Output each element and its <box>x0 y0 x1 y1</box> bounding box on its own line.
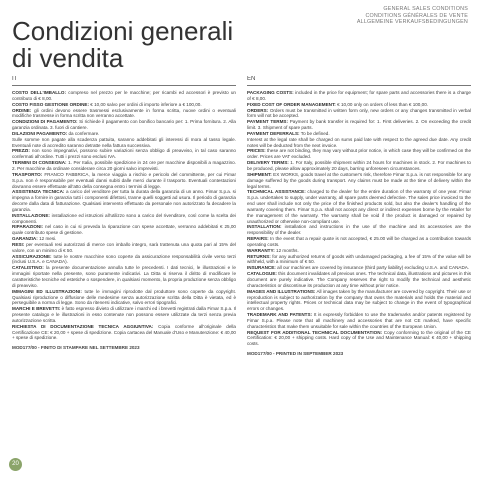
term-label: INSTALLAZIONE: <box>12 212 50 218</box>
terms-paragraph <box>12 213 236 225</box>
english-column <box>247 76 471 461</box>
term-label: DELIVERY TERMS: <box>247 160 289 166</box>
term-text: tutte le nostre macchine sono coperte da assicurazione responsabilità civile verso terzi (inclusi U.S.A. e CANADA). <box>12 253 236 265</box>
term-text: FRANCO FABBRICA, la merce viaggia a rischio e pericolo del committente, per cui Fimar S.p.a. non è responsabile per eventuali danni subiti dalle merci durante il trasporto. Eventuali contestazioni dovranno essere effettuate all'atto della consegna entro i termini di legge. <box>12 171 236 189</box>
subtitle-fr: CONDITIONS GÉNÉRALES DE VENTE <box>365 12 468 19</box>
term-label: PRICES: <box>247 148 266 154</box>
terms-paragraph <box>12 172 236 190</box>
terms-paragraph <box>12 254 236 266</box>
term-text: è fatto espresso divieto di utilizzare i marchi ed i brevetti registrati dalla Fimar S.p.a. Il presente catalogo e le illustrazioni in esso contenute non possono essere utilizzate da terzi senza previa autorizzazione scritta. <box>12 306 236 323</box>
terms-paragraph <box>12 289 236 307</box>
subtitle-en: GENERAL SALES CONDITIONS <box>383 6 468 12</box>
term-label: WARRANTY: <box>247 247 275 253</box>
term-label: DILAZIONI PAGAMENTO: <box>12 130 68 136</box>
term-text: It is expressly forbidden to use the trademarks and/or patents registered by Fimar S.p.a. Please note that all machinery and accessories that are not CE marked, have specific characteristics that make them unsuitable for sale within the countries of the European Union. <box>247 312 471 329</box>
term-label: PAYMENT DEFERRALS: <box>247 130 300 136</box>
term-label: ASSICURAZIONE: <box>12 253 52 259</box>
terms-paragraph <box>247 289 471 312</box>
term-label: RETURNS: <box>247 253 271 259</box>
page-number-badge: 20 <box>9 458 22 471</box>
term-text: compreso nel prezzo per le macchine; per ricambi ed accessori è previsto un contributo di € 8,00. <box>12 90 236 101</box>
terms-paragraph <box>247 271 471 289</box>
term-label: COSTO DELL'IMBALLO: <box>12 90 67 95</box>
terms-paragraph <box>247 137 471 149</box>
term-label: FIXED COST OF ORDER MANAGEMENT: <box>247 101 336 107</box>
column-heading: IT <box>12 76 236 86</box>
term-text: Payment by bank transfer is required for: 1. First deliveries. 2. On exceeding the credit limit. 3. Shipment of spare parts. <box>247 119 471 131</box>
term-label: RIPARAZIONI: <box>12 224 44 230</box>
term-label: RICHIESTA DI DOCUMENTAZIONE TECNICA AGGIUNTIVA: <box>12 323 154 329</box>
terms-paragraph <box>12 148 236 160</box>
term-text: installation and instructions in the use of the machine and its accessories are the responsibility of the dealer. <box>247 224 471 236</box>
term-text: included in the price for equipment; for spare parts and accessories there is a charge of € 8,00. <box>247 90 471 101</box>
term-text: To be defined. <box>300 130 330 136</box>
term-text: All images taken by the manufacturer are covered by copyright. Their use or reproduction is subject to authorization by the company that owns the materials and holds the material and intellectual property rights. Prices or technical data may be subject to change in the event of typographical errors or changes. <box>247 288 471 312</box>
term-text: Copia conforme all'originale della Certificazione CE: € 20,00 + spese di spedizione. Copia cartacea del Manuale d'Uso e Manutenzione: € 40,00 + spese di spedizione. <box>12 323 236 341</box>
term-text: € 10,00 salvo per ordini di importo inferiore a € 100,00. <box>90 101 202 107</box>
term-text: a carico del venditore per tutta la durata della garanzia di un anno. Fimar S.p.a. si impegna a fornire in garanzia tutti i componenti difettosi, tranne quelli soggetti ad usura. Il periodo di garanzia decorre dalla data di fatturazione. Qualsiasi intervento effettuato da personale non autorizzato fa decadere la garanzia. <box>12 189 236 212</box>
term-text: Copy conforming to the original of the CE Certification: € 20,00 + shipping costs. Hard copy of the Use and Maintenance Manual: € 40,00 + shipping costs. <box>247 329 471 347</box>
term-text: all our machines are covered by insurance (third party liability) excluding U.S.A. and CANADA. <box>277 265 470 271</box>
terms-paragraph <box>247 330 471 348</box>
term-text: Interest at the legal rate shall be charged on sums paid late with respect to the agreed due date. Any credit notes will be deducted from the next invoice. <box>247 136 471 148</box>
term-label: COSTO FISSO GESTIONE ORDINE: <box>12 101 89 107</box>
column-heading: EN <box>247 76 471 86</box>
terms-paragraph <box>247 312 471 330</box>
term-label: GARANZIA: <box>12 236 38 242</box>
terms-paragraph <box>12 189 236 212</box>
term-text: 12 months. <box>276 247 299 253</box>
term-text: Sulle somme non pagate alla scadenza pattuita, saranno addebitati gli interessi di mora al tasso legale. Eventuali note di accredito saranno detratte nella fattura successiva. <box>12 136 236 148</box>
term-label: INSURANCE: <box>247 265 276 271</box>
term-text: 1. For Italy, possible shipment within 24 hours for machines in stock. 2. For machines to be produced, please allow approximately 20 days, barring unforeseen circumstances. <box>247 160 471 171</box>
terms-paragraph <box>247 90 471 102</box>
terms-paragraph <box>247 236 471 248</box>
term-label: CATALISTINO: <box>12 265 44 271</box>
page-title <box>12 18 233 72</box>
term-text: 1. Per Italia, possibile spedizione in 24 ore per macchine disponibili a magazzino. 2. Per macchine da ordinare considerare circa 20 giorni salvo imprevisti. <box>12 160 236 171</box>
subtitle-block <box>357 6 468 26</box>
term-label: PACKAGING COSTS: <box>247 90 294 95</box>
term-text: these are not binding, they may vary without prior notice, in which case they will be confirmed on the order. Prices are VAT excluded. <box>247 148 471 160</box>
italian-column <box>12 76 236 461</box>
terms-paragraph <box>12 224 236 236</box>
term-label: SHIPMENT: <box>247 171 272 177</box>
terms-paragraph <box>12 90 236 102</box>
term-text: € 10,00 only on orders of less than € 100,00. <box>337 101 429 107</box>
term-text: for any authorized returns of goods with undamaged packaging, a fee of 15% of the value will be withheld, with a minimum of € 50. <box>247 253 471 265</box>
term-label: CATALOGUE: <box>247 271 277 277</box>
term-label: IMMAGINI ED ILLUSTRAZIONI: <box>12 288 82 294</box>
term-text: Orders must be transmitted in written form only, new orders or any changes transmitted in verbal form will not be accepted. <box>247 107 471 119</box>
title-line-1: Condizioni generali <box>12 16 234 46</box>
term-label: ORDERS: <box>247 107 269 113</box>
terms-paragraph <box>247 189 471 224</box>
term-label: MARCHI E BREVETTI: <box>12 306 61 312</box>
term-label: TRADEMARK AND PATENTS: <box>247 312 313 318</box>
term-text: gli ordini devono essere trasmessi esclusivamente in forma scritta, nuove ordini o eventuali modifiche trasmesse in forma scritta non verranno accettate. <box>12 107 236 119</box>
term-text: non sono impegnativi, possono subire variazioni senza obbligo di preavviso, in tal caso saranno confermati all'ordine. Tutti i prezzi sono esclusi IVA. <box>12 148 236 160</box>
terms-paragraph <box>247 108 471 120</box>
term-label: REPAIRS: <box>247 236 269 242</box>
print-footer: MOD177/00 - FINITO DI STAMPARE NEL SETTEMBRE 2023 <box>12 345 140 351</box>
terms-paragraph <box>12 160 236 172</box>
terms-paragraph <box>12 265 236 288</box>
term-label: TECHNICAL ASSISTANCE: <box>247 189 306 195</box>
terms-paragraph <box>247 172 471 190</box>
term-text: tutte le immagini riprodotte dal produttore sono coperte da copyright. Qualsiasi riproduzione o diffusione delle medesime senza autorizzazione scritta della Ditta è vietata, ed è perseguibile a norma di legge. Sono da ritenersi indicative, salvo errori tipografici. <box>12 288 236 306</box>
terms-paragraph <box>247 254 471 266</box>
term-label: REQUEST FOR ADDITIONAL TECHNICAL DOCUMENTATION: <box>247 329 383 335</box>
terms-paragraph <box>12 242 236 254</box>
term-text: this document invalidates all previous ones. The technical data, illustrations and pictures in this document are purely indicative. The Company reserves the right to modify the technical and aesthetic characteristics or discontinue its production at any time without prior notice. <box>247 271 471 288</box>
term-text: la presente documentazione annulla tutte le precedenti. I dati tecnici, le illustrazioni e le immagini riportate nella presente, sono puramente indicativi. La Ditta si riserva il diritto di modificare le caratteristiche tecniche ed estetiche o sospendere, in qualsiasi momento, la propria produzione senza obbligo di preavviso. <box>12 265 236 288</box>
term-text: nel caso in cui si preveda la riparazione con spese accettate, verranno addebitati € 25,00 quale contributo spese di gestione. <box>12 224 236 236</box>
terms-paragraph <box>12 108 236 120</box>
terms-paragraph <box>247 224 471 236</box>
terms-paragraph <box>12 119 236 131</box>
terms-paragraph <box>12 306 236 324</box>
term-text: charged to the dealer for the entire duration of the warranty of one year. Fimar S.p.a. undertakes to supply, under warranty, all spare parts deemed defective. The sales price invoiced to the end user shall include not only the price of the finished products sold, but also the dealer's handling of the warranty covering them. Fimar S.p.a. shall not accept any direct or indirect expenses borne by the retailer for the management of the warranty. The warranty shall be void if the product is damaged or repaired by unauthorized or otherwise non-compliant use. <box>247 189 471 224</box>
term-label: TRASPORTO: <box>12 171 43 177</box>
term-label: ORDINE: <box>12 107 32 113</box>
terms-paragraph <box>247 148 471 160</box>
terms-paragraph <box>12 137 236 149</box>
term-text: Si richiede il pagamento con bonifico bancario per: 1. Prima fornitura. 2. Alla garanzia ordinata. 3. fuori di cantiere. <box>12 119 236 131</box>
term-label: PREZZI: <box>12 148 30 154</box>
term-label: INSTALLATION: <box>247 224 282 230</box>
subtitle-de: ALLGEMEINE VERKAUFSBEDINGUNGEN <box>356 19 468 26</box>
paragraph-list <box>12 90 236 341</box>
title-line-2: di vendita <box>12 43 124 73</box>
term-label: ASSISTENZA TECNICA: <box>12 189 65 195</box>
print-footer: MOD177/00 - PRINTED IN SEPTEMBER 2023 <box>247 351 344 357</box>
term-label: TERMINI DI CONSEGNA: <box>12 160 67 166</box>
term-label: PAYMENT TERMS: <box>247 119 289 125</box>
term-text: da confermare. <box>68 130 100 136</box>
term-text: 12 mesi. <box>39 236 57 242</box>
term-text: In the event that a repair quote is not accepted, € 25.00 will be charged as a contribution towards operating costs. <box>247 236 471 247</box>
terms-paragraph <box>247 119 471 131</box>
term-text: installazione ed istruzioni all'utilizzo sono a carico del rivenditore, così come la scelta dei componenti. <box>12 212 236 224</box>
term-label: RESI: <box>12 241 25 247</box>
term-label: IMAGES AND ILLUSTRATIONS: <box>247 288 316 294</box>
paragraph-list <box>247 90 471 347</box>
term-text: per eventuali resi autorizzati di merce con imballo integro, sarà trattenuta una quota pari al 15% del valore, con un minimo di € 50. <box>12 241 236 253</box>
terms-paragraph <box>247 160 471 172</box>
terms-paragraph <box>12 324 236 342</box>
term-label: CONDIZIONI DI PAGAMENTO: <box>12 119 78 125</box>
term-text: EX WORKS, goods travel at the customer's risk, therefore Fimar S.p.a. is not responsible for any damage suffered by the goods during transport. Any claims must be made at the time of delivery within the legal terms. <box>247 171 471 189</box>
